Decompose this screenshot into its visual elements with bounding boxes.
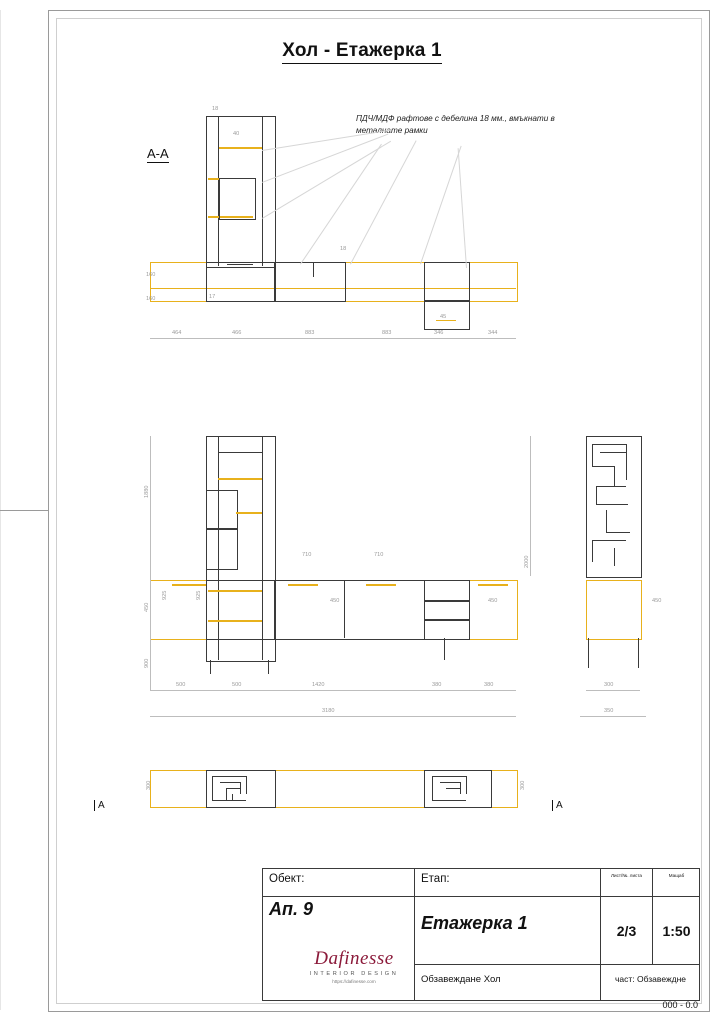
- tall-unit-top: [206, 116, 274, 117]
- fe-top-yellow-3: [366, 584, 396, 586]
- fe-drawer-2: [424, 600, 470, 621]
- pv-pat-r2: [432, 776, 433, 800]
- sv-ln-9: [596, 504, 628, 505]
- low-unit-dark-right: [424, 262, 470, 302]
- pv-pat-l1: [212, 776, 246, 777]
- drawing-sheet: Хол - Етажерка 1 A-A ПДЧ/МДФ рафтове с дебелина 18 мм., вмъкнати в металнате рамки 464 466 883 883 346 344 18 17 40 160 160 45 18 500 500 1420 380 380 3180 710 710 450 450 1880 450 900 2000 925 925 300 350 450 300 300 A A Обект: Етап: Лист/№. листа Мащаб Ап. 9 Етажерка 1 2/3 1:50 Обзавеждане Хол част: Обзавежднe Dafinesse INTERIOR DESIGN https://dafinesse.com 000 - 0.0: [0, 0, 724, 1024]
- section-marker-right: A: [552, 800, 563, 811]
- fe-box-1: [206, 490, 238, 530]
- low-unit-dark-left: [206, 262, 276, 302]
- sv-leg-2: [638, 638, 639, 668]
- sv-ln-13: [592, 540, 593, 562]
- tb-stage-label: Етап:: [421, 873, 450, 885]
- page-title: [0, 40, 724, 62]
- fe-dimline-1: [150, 690, 516, 691]
- fe-dimline-v: [150, 436, 151, 690]
- fe-leg-1: [210, 660, 211, 674]
- detail-yellow-foot: [436, 320, 456, 321]
- fe-low-dark-left: [206, 580, 276, 640]
- logo-url: https://dafinesse.com: [332, 979, 376, 984]
- low-unit-dark-right-lower: [424, 300, 470, 330]
- sv-ln-12: [592, 540, 626, 541]
- dimline-top-view: [150, 338, 516, 339]
- sv-dimline-1: [586, 690, 640, 691]
- pv-pat-l4: [220, 782, 240, 783]
- pv-pat-l6: [226, 788, 240, 789]
- pv-pat-l2: [212, 776, 213, 800]
- sv-low-outline: [586, 580, 642, 640]
- low-unit-dark-mid: [274, 262, 346, 302]
- tb-object-label-cell: [263, 869, 415, 897]
- fe-box-2: [206, 528, 238, 570]
- pv-pat-r4: [440, 782, 460, 783]
- section-label-aa: A-A: [147, 146, 169, 161]
- fe-drawer-3: [424, 619, 470, 640]
- sv-ln-10: [606, 510, 607, 532]
- tb-furnishing: Обзавеждане Хол: [421, 974, 501, 985]
- logo-subtitle: INTERIOR DESIGN: [309, 971, 399, 977]
- tb-stage-label-cell: [415, 869, 601, 897]
- tb-sheet-label-cell: [601, 869, 653, 897]
- shelf-yellow-3: [208, 216, 219, 218]
- sv-ln-4: [626, 444, 627, 480]
- material-note: ПДЧ/МДФ рафтове с дебелина 18 мм., вмъкнати в металнате рамки: [356, 114, 555, 135]
- document-number: 000 - 0.0: [662, 1000, 698, 1010]
- sv-ln-3: [600, 452, 626, 453]
- page-title-text: Хол - Етажерка 1: [282, 40, 442, 64]
- pv-pat-r1: [432, 776, 466, 777]
- detail-line-b: [313, 263, 314, 277]
- sv-dimline-2: [580, 716, 646, 717]
- tb-scale-label-cell: [653, 869, 700, 897]
- tb-object-value: Ап. 9: [269, 899, 314, 919]
- pv-pat-r3: [466, 776, 467, 794]
- sv-ln-11: [606, 532, 630, 533]
- pv-pat-l3: [246, 776, 247, 794]
- tb-object-value-cell: [263, 897, 415, 937]
- sv-ln-5: [592, 466, 614, 467]
- pv-pat-l5: [240, 782, 241, 794]
- pv-pat-l9: [232, 794, 233, 800]
- tb-object-label: Обект:: [269, 873, 305, 885]
- sv-ln-7: [596, 486, 626, 487]
- tb-stage-value-cell: [415, 897, 601, 965]
- inner-box-1: [219, 178, 256, 220]
- logo-brand: Dafinesse: [314, 948, 394, 969]
- tb-scale-label: Мащаб: [668, 873, 685, 878]
- fe-shelf-yellow-1: [236, 512, 262, 514]
- tb-scale-value: 1:50: [662, 923, 691, 939]
- tb-sheet-label: Лист/№. листа: [611, 873, 642, 878]
- sv-ln-2: [592, 444, 593, 466]
- fe-leg-3: [444, 638, 445, 660]
- sv-ln-6: [614, 466, 615, 486]
- fe-shelf-yellow-2: [218, 478, 262, 480]
- tall-unit-inner-vline-2: [262, 116, 263, 266]
- tb-part-cell: [601, 965, 700, 1001]
- fe-dimline-v-right: [530, 436, 531, 576]
- fe-top-yellow-2: [288, 584, 318, 586]
- tb-furnishing-cell: [415, 965, 601, 1001]
- pv-pat-l7: [226, 788, 227, 800]
- sv-ln-14: [614, 548, 615, 566]
- fe-leg-2: [268, 660, 269, 674]
- company-logo: [296, 948, 412, 984]
- sv-ln-8: [596, 486, 597, 504]
- pv-pat-r7: [432, 800, 466, 801]
- sv-ln-1: [592, 444, 626, 445]
- sv-leg-1: [588, 638, 589, 668]
- fe-shelf-1: [218, 452, 262, 453]
- tb-sheet-value-cell: [601, 897, 653, 965]
- tb-stage-value: Етажерка 1: [421, 913, 528, 933]
- shelf-yellow-1: [219, 147, 262, 149]
- tb-sheet-value: 2/3: [616, 923, 637, 939]
- pv-pat-r6: [446, 788, 460, 789]
- detail-line-a: [227, 264, 253, 265]
- pv-pat-l8: [212, 800, 246, 801]
- tb-part-label: част: Обзавежднe: [614, 974, 687, 984]
- shelf-yellow-2: [208, 178, 219, 180]
- fe-top-yellow-4: [478, 584, 508, 586]
- binding-margin-line: [0, 510, 48, 511]
- fe-drawer-1: [424, 580, 470, 602]
- pv-pat-r5: [460, 782, 461, 794]
- fe-dimline-2: [150, 716, 516, 717]
- section-marker-left: A: [94, 800, 105, 811]
- fe-top-yellow-1: [172, 584, 206, 586]
- tb-scale-value-cell: [653, 897, 700, 965]
